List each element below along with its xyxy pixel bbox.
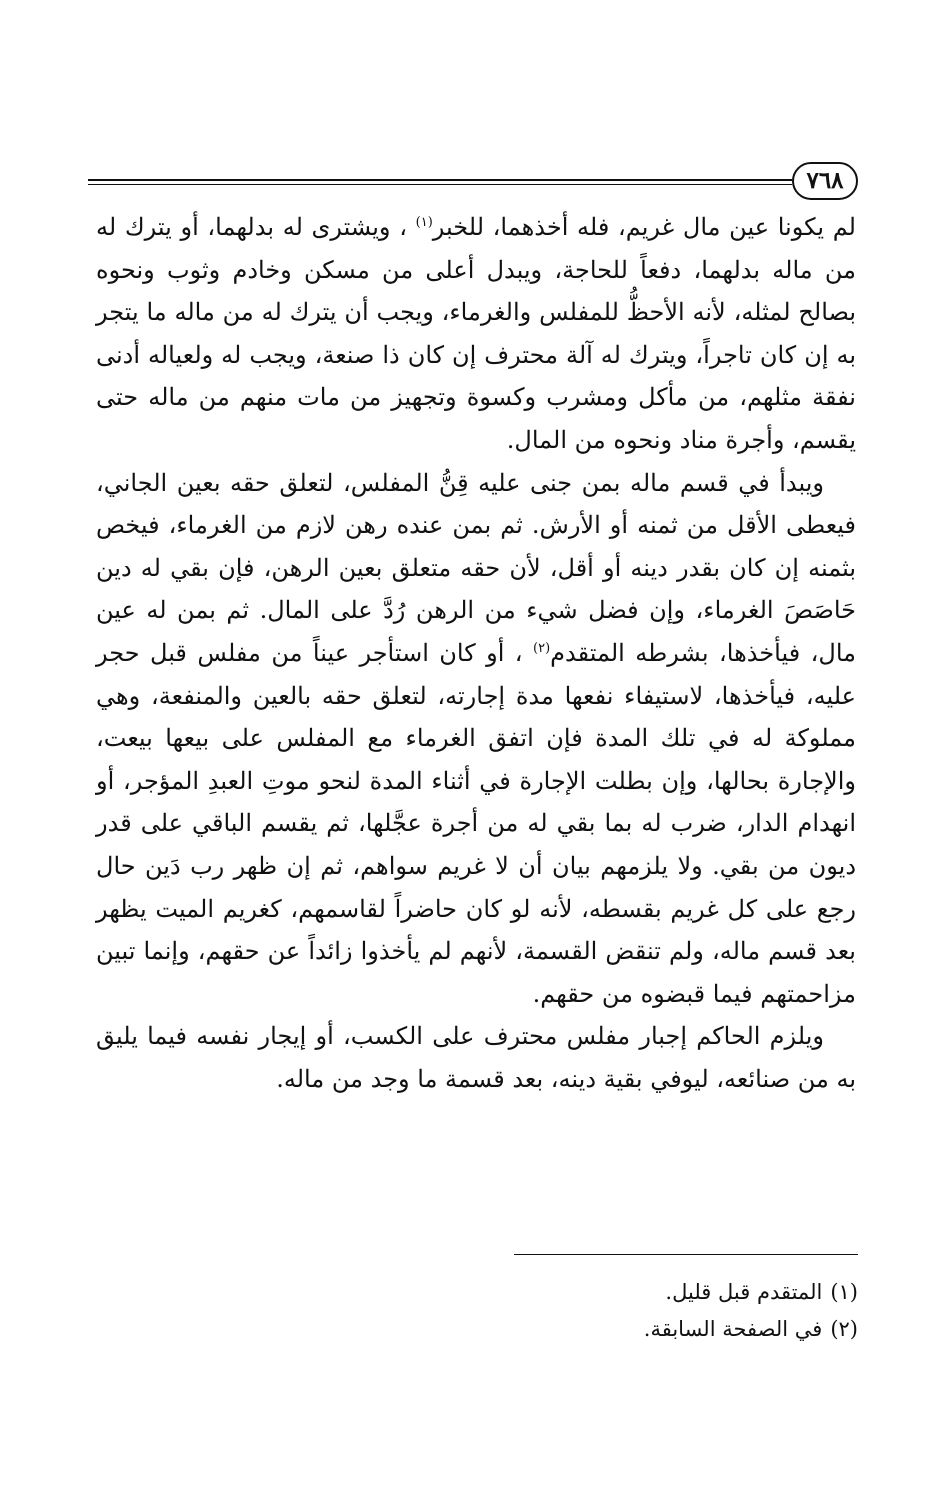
- footnote-2-number: (٢): [830, 1317, 858, 1341]
- footnote-1-number: (١): [830, 1280, 858, 1304]
- paragraph-1-text-cont: ، ويشترى له بدلهما، أو يترك له من ماله بدلهما، دفعاً للحاجة، ويبدل أعلى من مسكن وخادم وثوب ونحوه بصالح لمثله، لأنه الأحظُّ للمفلس والغرماء، ويجب أن يترك له من ماله ما يتجر به إن كان تاجراً، ويترك له آلة محترف إن كان ذا صنعة، ويجب له ولعياله أدنى نفقة مثلهم، من مأكل ومشرب وكسوة وتجهيز من مات منهم من ماله حتى يقسم، وأجرة مناد ونحوه من المال.: [96, 213, 856, 454]
- page-number: ٧٦٨: [792, 162, 858, 200]
- paragraph-3: ويلزم الحاكم إجبار مفلس محترف على الكسب، أو إيجار نفسه فيما يليق به من صنائعه، ليوفي بقية دينه، بعد قسمة ما وجد من ماله.: [96, 1022, 856, 1093]
- paragraph-1-text: لم يكونا عين مال غريم، فله أخذهما، للخبر: [432, 213, 856, 241]
- footnotes: [358, 1274, 858, 1348]
- header-rule-secondary: [88, 184, 792, 185]
- footnote-1: [358, 1274, 858, 1311]
- footnote-2: [358, 1311, 858, 1348]
- footnote-separator: [514, 1254, 858, 1255]
- footnote-ref-1: (١): [415, 215, 433, 230]
- main-text: [96, 206, 856, 1100]
- footnote-ref-2: (٢): [533, 640, 551, 656]
- footnote-1-text: المتقدم قبل قليل.: [665, 1280, 823, 1304]
- paragraph-2-text: ويبدأ في قسم ماله بمن جنى عليه قِنُّ المفلس، لتعلق حقه بعين الجاني، فيعطى الأقل من ثمنه أو الأرش. ثم بمن عنده رهن لازم من الغرماء، فيخص بثمنه إن كان بقدر دينه أو أقل، لأن حقه متعلق بعين الرهن، فإن بقي له دين حَاصَصَ الغرماء، وإن فضل شيء من الرهن رُدَّ على المال. ثم بمن له عين مال، فيأخذها، بشرطه المتقدم: [96, 468, 856, 667]
- paragraph-1: [96, 206, 856, 462]
- paragraph-2-text-cont: ، أو كان استأجر عيناً من مفلس قبل حجر عليه، فيأخذها، لاستيفاء نفعها مدة إجارته، لتعلق حقه بالعين والمنفعة، وهي مملوكة له في تلك المدة فإن اتفق الغرماء مع المفلس على بيعها بيعت، والإجارة بحالها، وإن بطلت الإجارة في أثناء المدة لنحو موتِ العبدِ المؤجر، أو انهدام الدار، ضرب له بما بقي له من أجرة عجَّلها، ثم يقسم الباقي على قدر ديون من بقي. ولا يلزمهم بيان أن لا غريم سواهم، ثم إن ظهر رب دَين حال رجع على كل غريم بقسطه، لأنه لو كان حاضراً لقاسمهم، كغريم الميت يظهر بعد قسم ماله، ولم تنقض القسمة، لأنهم لم يأخذوا زائداً عن حقهم، وإنما تبين مزاحمتهم فيما قبضوه من حقهم.: [96, 638, 856, 1008]
- header-rule: [88, 179, 792, 181]
- page-header: [88, 160, 858, 200]
- footnote-2-text: في الصفحة السابقة.: [643, 1317, 823, 1341]
- paragraph-2: [96, 462, 856, 1016]
